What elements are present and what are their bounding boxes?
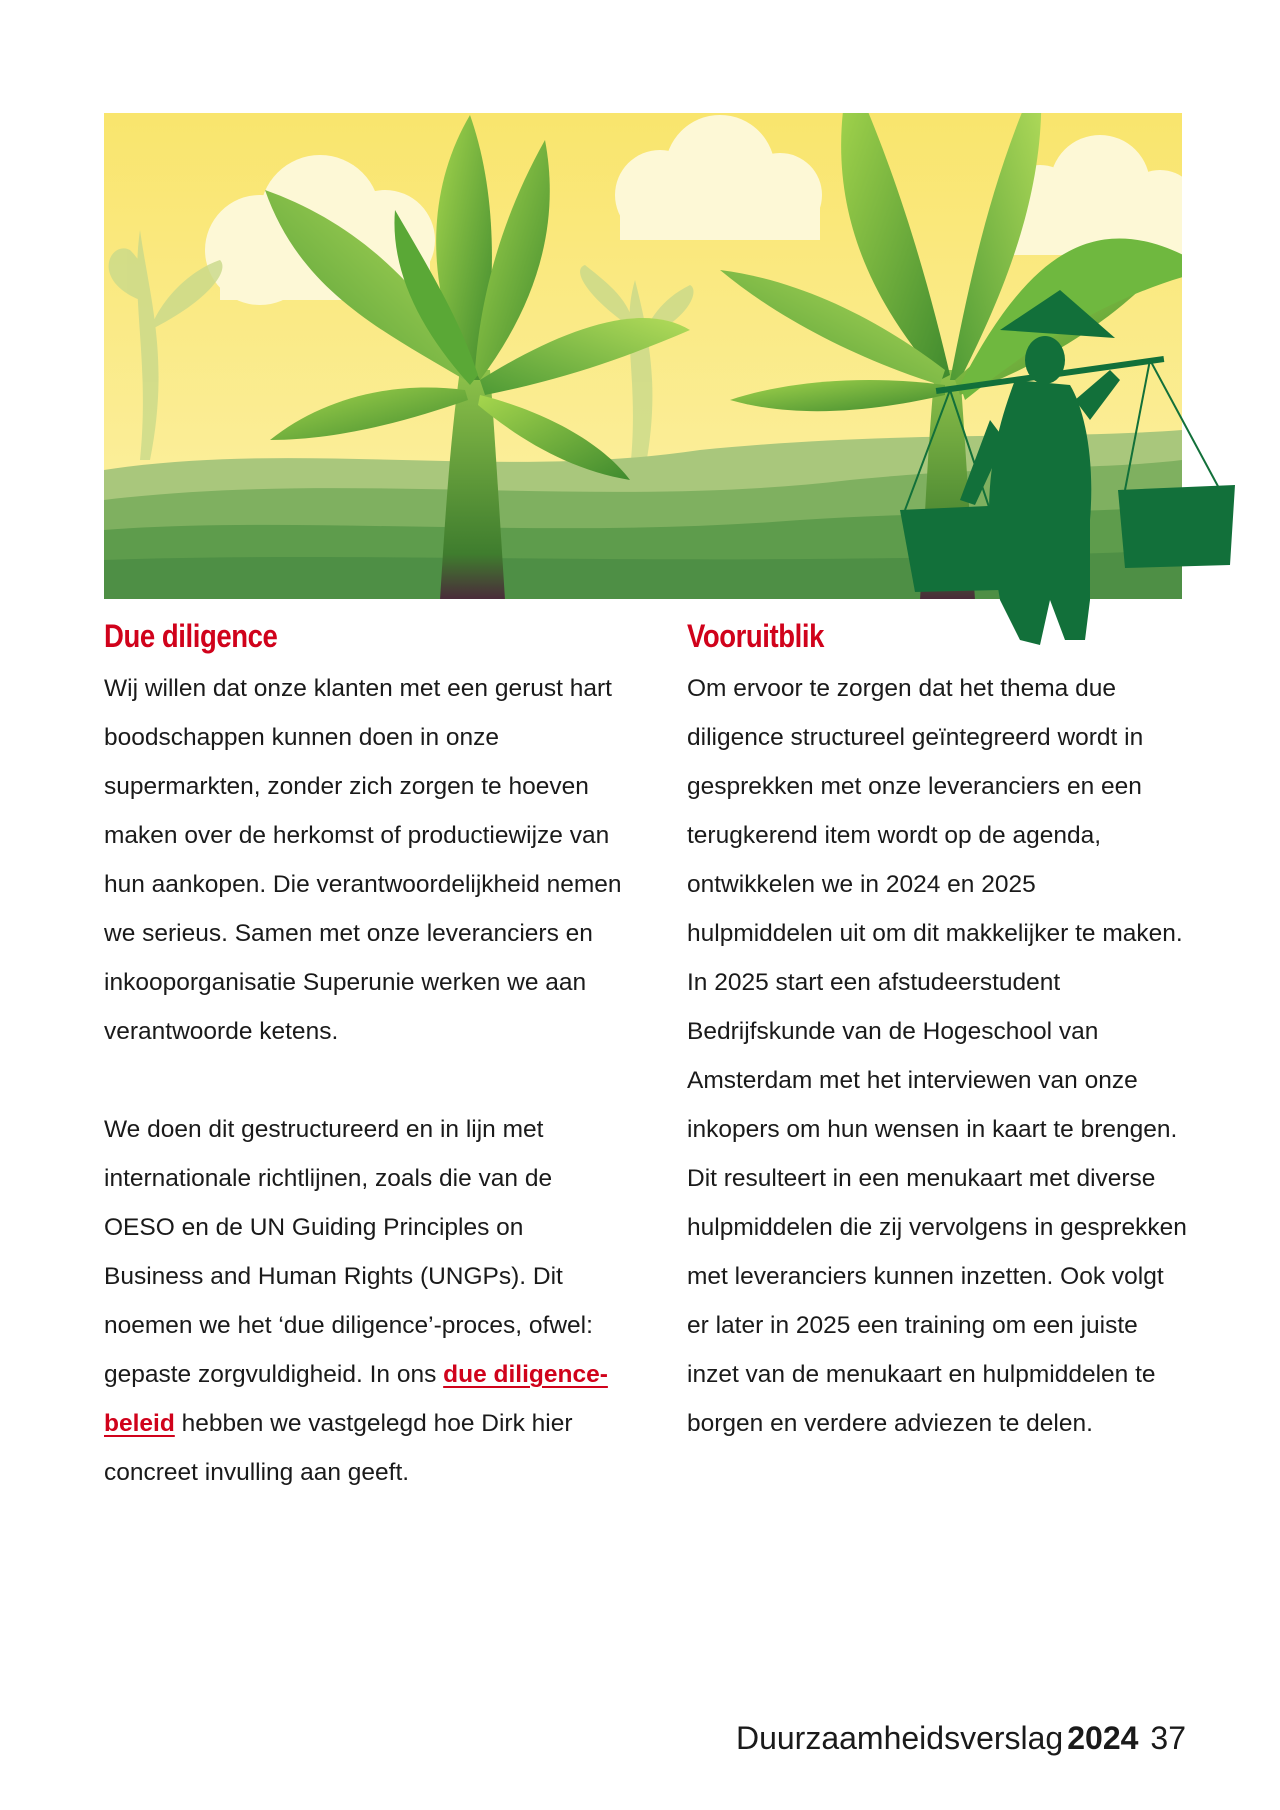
body-paragraph: Wij willen dat onze klanten met een gerust hart boodschappen kunnen doen in onze supermarkten, zonder zich zorgen te hoeven maken over de herkomst of productiewijze van hun aankopen. Die verantwoordelijkheid nemen we serieus. Samen met onze leveranciers en inkooporganisatie Superunie werken we aan verantwoorde ketens. bbox=[104, 675, 622, 1045]
vooruitblik-section bbox=[687, 614, 1187, 1448]
body-text: We doen dit gestructureerd en in lijn met internationale richtlijnen, zoals die van de OESO en de UN Guiding Principles on Business and Human Rights (UNGPs). Dit noemen we het ‘due diligence’-proces, ofwel: gepaste zorgvuldigheid. In ons bbox=[104, 1116, 593, 1388]
section-heading: Vooruitblik bbox=[687, 618, 824, 654]
report-title: Duurzaamheidsverslag bbox=[735, 1720, 1064, 1756]
body-text: hebben we vastgelegd hoe Dirk hier concreet invulling aan geeft. bbox=[104, 1410, 573, 1486]
due-diligence-section bbox=[104, 614, 624, 1497]
body-paragraph: Om ervoor te zorgen dat het thema due diligence structureel geïntegreerd wordt in gesprekken met onze leveranciers en een terugkerend item wordt op de agenda, ontwikkelen we in 2024 en 2025 hulpmiddelen uit om dit makkelijker te maken. In 2025 start een afstudeerstudent Bedrijfskunde van de Hogeschool van Amsterdam met het interviewen van onze inkopers om hun wensen in kaart te brengen. Dit resulteert in een menukaart met diverse hulpmiddelen die zij vervolgens in gesprekken met leveranciers kunnen inzetten. Ook volgt er later in 2025 een training om een juiste inzet van de menukaart en hulpmiddelen te borgen en verdere adviezen te delen. bbox=[687, 675, 1187, 1437]
page-footer bbox=[736, 1720, 1186, 1757]
report-year: 2024 bbox=[1067, 1720, 1139, 1756]
due-diligence-policy-link[interactable]: due diligence-beleid bbox=[104, 1361, 608, 1437]
section-heading: Due diligence bbox=[104, 618, 278, 654]
page-number: 37 bbox=[1150, 1720, 1186, 1756]
body-paragraph bbox=[104, 1105, 624, 1497]
banana-plantation-illustration bbox=[0, 0, 1280, 690]
